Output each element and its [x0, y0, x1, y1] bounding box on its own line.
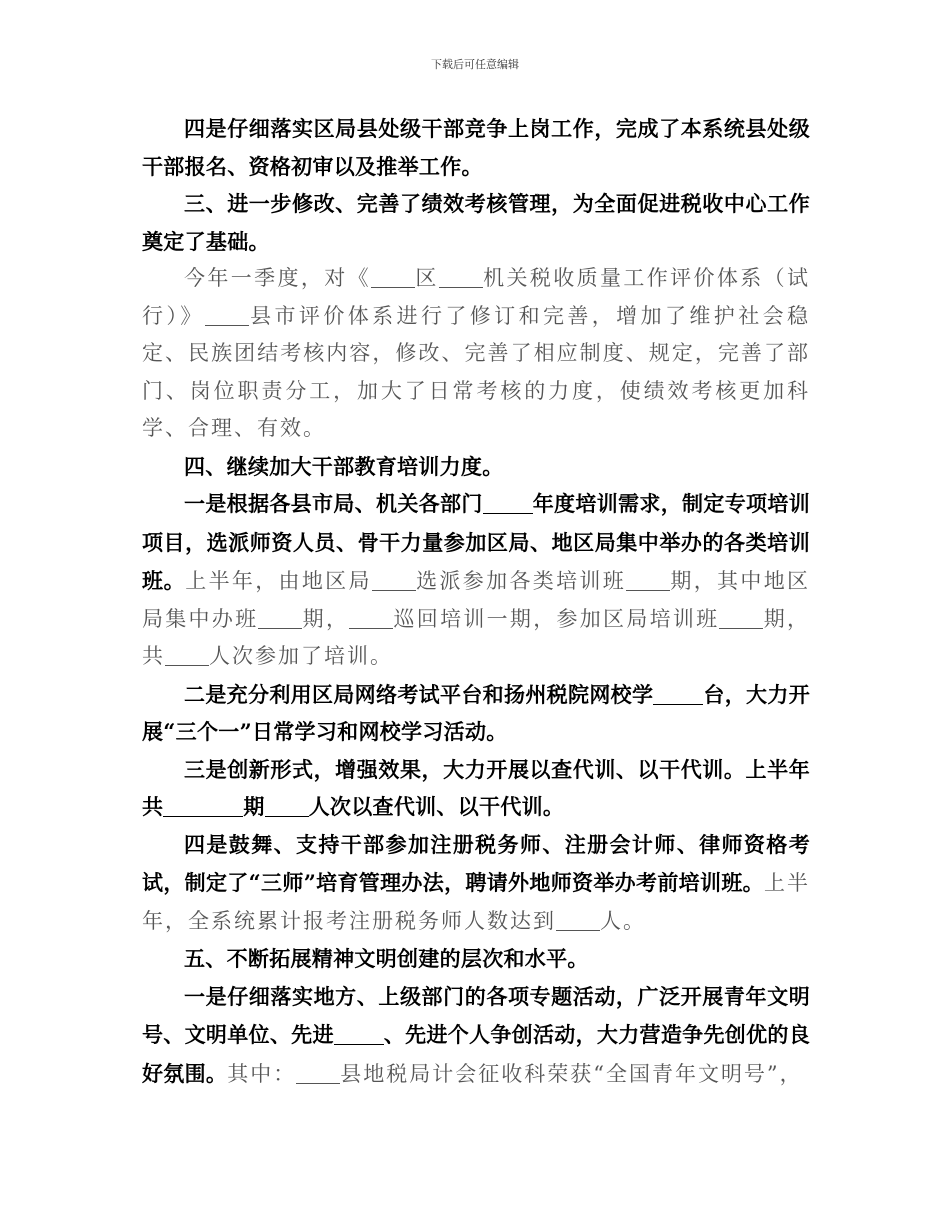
page-header: 下载后可任意编辑 [431, 58, 519, 71]
fill-blank [205, 304, 249, 326]
paragraph-assessment-details: 今年一季度，对《 区 机关税收质量工作评价体系（试行）》 县市评价体系进行了修订和完善，增加了维护社会稳定、民族团结考核内容，修改、完善了相应制度、规定，完善了部门、岗位职责分工，加大了日常考核的力度，使绩效考核更加科学、合理、有效。 [142, 266, 811, 440]
paragraph-online-learning: 二是充分利用区局网络考试平台和扬州税院网校学 台，大力开展“三个一”日常学习和网校学习活动。 [142, 681, 810, 744]
paragraph-training-programs: 一是根据各县市局、机关各部门 年度培训需求，制定专项培训项目，选派师资人员、骨干力量参加区局、地区局集中举办的各类培训班。上半年，由地区局 选派参加各类培训班 期，其中地区局集中办班 期， 巡回培训一期，参加区局培训班 期，共 人次参加了培训。 [142, 491, 811, 668]
paragraph-qualification-exams: 四是鼓舞、支持干部参加注册税务师、注册会计师、律师资格考试，制定了“三师”培育管理办法，聘请外地师资举办考前培训班。上半年，全系统累计报考注册税务师人数达到 人。 [142, 831, 811, 933]
fill-blank [334, 1023, 384, 1045]
heading-civilization-building: 五、不断拓展精神文明创建的层次和水平。 [184, 946, 589, 971]
fill-blank [483, 492, 533, 514]
fill-blank [371, 266, 415, 288]
heading-training: 四、继续加大干部教育培训力度。 [184, 453, 504, 479]
fill-blank [626, 569, 670, 591]
fill-blank [163, 795, 243, 817]
fill-blank [349, 607, 393, 629]
fill-blank [439, 266, 483, 288]
fill-blank [372, 569, 416, 591]
paragraph-innovative-training: 三是创新形式，增强效果，大力开展以查代训、以干代训。上半年共 期 人次以查代训、以干代训。 [142, 756, 810, 819]
fill-blank [258, 607, 302, 629]
paragraph-special-activities: 一是仔细落实地方、上级部门的各项专题活动，广泛开展青年文明号、文明单位、先进 、先进个人争创活动，大力营造争先创优的良好氛围。其中： 县地税局计会征收科荣获“全国青年文明号”， [142, 983, 810, 1086]
fill-blank [165, 644, 209, 666]
document-body [142, 110, 810, 1093]
paragraph-cadre-selection: 四是仔细落实区局县处级干部竞争上岗工作，完成了本系统县处级干部报名、资格初审以及推举工作。 [142, 116, 810, 179]
heading-performance-assessment: 三、进一步修改、完善了绩效考核管理，为全面促进税收中心工作奠定了基础。 [142, 191, 810, 254]
fill-blank [296, 1062, 340, 1084]
fill-blank [265, 795, 309, 817]
fill-blank [719, 607, 763, 629]
fill-blank [653, 683, 703, 705]
fill-blank [556, 909, 600, 931]
